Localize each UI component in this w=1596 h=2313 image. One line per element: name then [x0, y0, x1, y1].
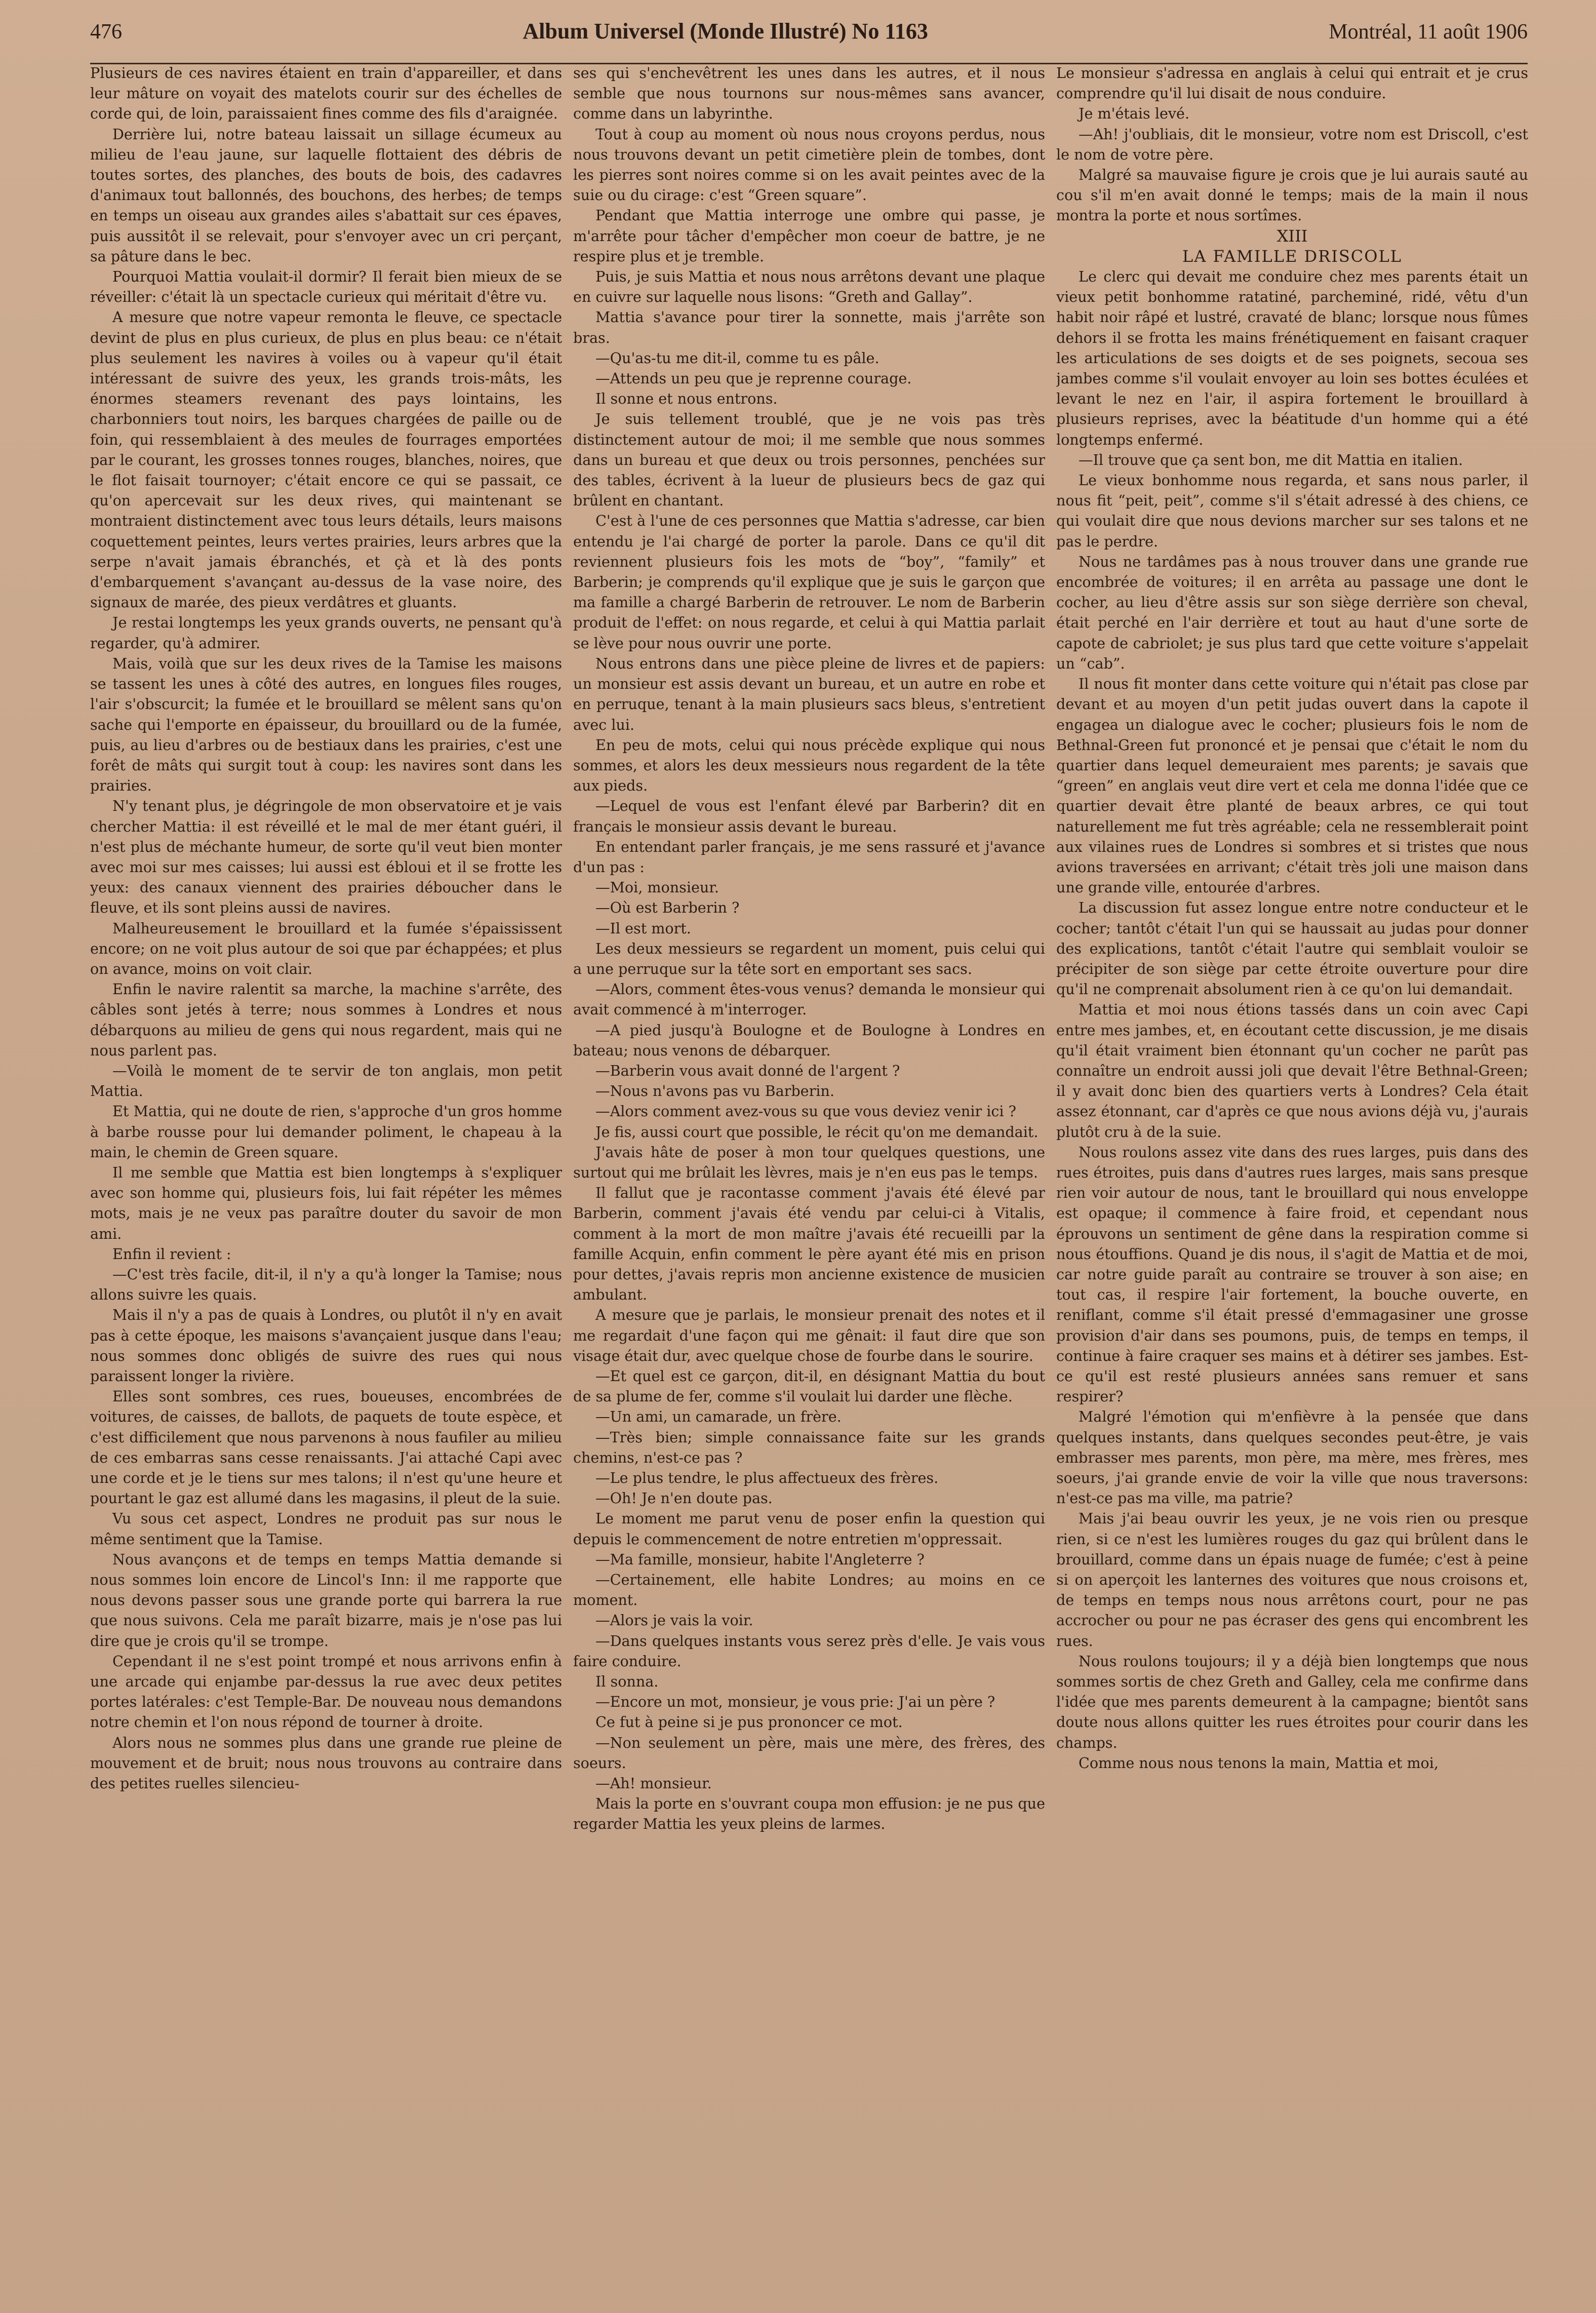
paragraph: En peu de mots, celui qui nous précède explique qui nous sommes, et alors les deux messieurs nous regardent de la tête aux pieds.	[573, 736, 1045, 795]
paragraph: Nous avançons et de temps en temps Mattia demande si nous sommes loin encore de Lincol's Inn: il me rapporte que nous devons passer sous une grande porte qui barrera la rue que nous suivons. Cela me paraît bizarre, mais je n'ose pas lui dire que je crois qu'il se trompe.	[90, 1550, 562, 1650]
paragraph: A mesure que notre vapeur remonta le fleuve, ce spectacle devint de plus en plus curieux, de plus en plus beau: ce n'était plus seulement les navires à voiles ou à vapeur qu'il était intéressant de suivre des yeux, les grands trois-mâts, les énormes steamers revenant des pays lointains, les charbonniers tout noirs, les barques chargées de paille ou de foin, qui ressemblaient à des meules de fourrages emportées par le courant, les grosses tonnes rouges, blanches, noires, que le flot faisait tournoyer; c'était encore ce qui se passait, ce qu'on apercevait sur les deux rives, qui maintenant se montraient distinctement avec tous leurs détails, leurs maisons coquettement peintes, leurs vertes prairies, leurs arbres que la serpe n'avait jamais ébranchés, et çà et là des ponts d'embarquement s'avançant au-dessus de la vase noire, des signaux de marée, des pieux verdâtres et gluants.	[90, 308, 562, 611]
paragraph: —Il trouve que ça sent bon, me dit Mattia en italien.	[1079, 451, 1463, 468]
paragraph: —Ah! j'oubliais, dit le monsieur, votre nom est Driscoll, c'est le nom de votre père.	[1056, 125, 1528, 163]
paragraph: Nous ne tardâmes pas à nous trouver dans une grande rue encombrée de voitures; il en arrêta au passage une dont le cocher, au lieu d'être assis sur son siège derrière son cheval, était perché en l'air derrière et tout au haut d'une sorte de capote de cabriolet; je sus plus tard que cette voiture s'appelait un “cab”.	[1056, 553, 1528, 672]
column-1	[90, 63, 562, 2301]
paragraph: Il me semble que Mattia est bien longtemps à s'expliquer avec son homme qui, plusieurs fois, lui fait répéter les mêmes mots, mais je ne veux pas paraître douter du savoir de mon ami.	[90, 1163, 562, 1242]
paragraph: Puis, je suis Mattia et nous nous arrêtons devant une plaque en cuivre sur laquelle nous lisons: “Greth and Gallay”.	[573, 268, 1045, 306]
paragraph: Mattia s'avance pour tirer la sonnette, mais j'arrête son bras.	[573, 308, 1045, 346]
paragraph: Et Mattia, qui ne doute de rien, s'approche d'un gros homme à barbe rousse pour lui demander poliment, le chapeau à la main, le chemin de Green square.	[90, 1103, 562, 1161]
paragraph: —Attends un peu que je reprenne courage.	[595, 370, 912, 387]
paragraph: —Nous n'avons pas vu Barberin.	[595, 1082, 834, 1100]
paragraph: —Voilà le moment de te servir de ton anglais, mon petit Mattia.	[90, 1062, 562, 1100]
paragraph: —Il est mort.	[595, 919, 691, 937]
paragraph: En entendant parler français, je me sens rassuré et j'avance d'un pas :	[573, 838, 1045, 876]
paragraph: —Dans quelques instants vous serez près d'elle. Je vais vous faire conduire.	[573, 1632, 1045, 1670]
paragraph: C'est à l'une de ces personnes que Mattia s'adresse, car bien entendu je l'ai chargé de porter la parole. Dans ce qu'il dit reviennent plusieurs fois les mots de “boy”, “family” et Barberin; je comprends qu'il explique que je suis le garçon que ma famille a chargé Barberin de retrouver. Le nom de Barberin produit de l'effet: on nous regarde, et celui à qui Mattia parlait se lève pour nous ouvrir une porte.	[573, 512, 1045, 652]
paragraph: ses qui s'enchevêtrent les unes dans les autres, et il nous semble que nous tournons sur nous-mêmes sans avancer, comme dans un labyrinthe.	[573, 64, 1045, 123]
paragraph: Mattia et moi nous étions tassés dans un coin avec Capi entre mes jambes, et, en écoutant cette discussion, je me disais qu'il était vraiment bien étonnant qu'un cocher ne parût pas connaître un endroit aussi joli que devait l'être Bethnal-Green; il y avait donc bien des quartiers verts à Londres? Cela était assez étonnant, car d'après ce que nous avions déjà vu, j'aurais plutôt cru à de la suie.	[1056, 1001, 1528, 1141]
paragraph: J'avais hâte de poser à mon tour quelques questions, une surtout qui me brûlait les lèvres, mais je n'en eus pas le temps.	[573, 1143, 1045, 1181]
paragraph: Alors nous ne sommes plus dans une grande rue pleine de mouvement et de bruit; nous nous trouvons au contraire dans des petites ruelles silencieu-	[90, 1734, 562, 1792]
chapter-title: LA FAMILLE DRISCOLL	[1182, 246, 1403, 266]
paragraph: Nous roulons toujours; il y a déjà bien longtemps que nous sommes sortis de chez Greth and Galley, cela me confirme dans l'idée que mes parents demeurent à la campagne; bientôt sans doute nous allons quitter les rues étroites pour courir dans les champs.	[1056, 1652, 1528, 1751]
paragraph: Ce fut à peine si je pus prononcer ce mot.	[595, 1713, 903, 1731]
paragraph: —Et quel est ce garçon, dit-il, en désignant Mattia du bout de sa plume de fer, comme s'il voulait lui darder une flèche.	[573, 1367, 1045, 1405]
paragraph: Plusieurs de ces navires étaient en train d'appareiller, et dans leur mâture on voyait des matelots courir sur des échelles de corde qui, de loin, paraissaient fines comme des fils d'araignée.	[90, 64, 562, 123]
paragraph: Pendant que Mattia interroge une ombre qui passe, je m'arrête pour tâcher d'empêcher mon coeur de battre, je ne respire plus et je tremble.	[573, 207, 1045, 265]
paragraph: —Le plus tendre, le plus affectueux des frères.	[595, 1469, 939, 1487]
paragraph: —Ah! monsieur.	[595, 1775, 712, 1792]
paragraph: —Qu'as-tu me dit-il, comme tu es pâle.	[595, 349, 880, 367]
paragraph: —Un ami, un camarade, un frère.	[595, 1408, 842, 1426]
paragraph: —A pied jusqu'à Boulogne et de Boulogne à Londres en bateau; nous venons de débarquer.	[573, 1021, 1045, 1059]
paragraph: Malheureusement le brouillard et la fumée s'épaississent encore; on ne voit plus autour de soi que par échappées; et plus on avance, moins on voit clair.	[90, 919, 562, 977]
paragraph: Malgré sa mauvaise figure je crois que je lui aurais sauté au cou s'il m'en avait donné le temps; mais de la main il nous montra la porte et nous sortîmes.	[1056, 166, 1528, 224]
paragraph: —Oh! Je n'en doute pas.	[595, 1489, 773, 1507]
paragraph: Mais, voilà que sur les deux rives de la Tamise les maisons se tassent les unes à côté des autres, en longues files rouges, l'air s'obscurcit; la fumée et le brouillard se mêlent sans qu'on sache qui l'emporte en épaisseur, du brouillard ou de la fumée, puis, au lieu d'arbres ou de bestiaux dans les prairies, c'est une forêt de mâts qui surgit tout à coup: les navires sont dans les prairies.	[90, 654, 562, 795]
paragraph: Tout à coup au moment où nous nous croyons perdus, nous nous trouvons devant un petit cimetière plein de tombes, dont les pierres sont noires comme si on les avait peintes avec de la suie ou du cirage: c'est “Green square”.	[573, 125, 1045, 204]
paragraph: Les deux messieurs se regardent un moment, puis celui qui a une perruque sur la tête sort en emportant ses sacs.	[573, 939, 1045, 977]
paragraph: —Où est Barberin ?	[595, 899, 740, 917]
paragraph: —C'est très facile, dit-il, il n'y a qu'à longer la Tamise; nous allons suivre les quais.	[90, 1265, 562, 1304]
paragraph: Je fis, aussi court que possible, le récit qu'on me demandait.	[595, 1123, 1039, 1141]
paragraph: Mais j'ai beau ouvrir les yeux, je ne vois rien ou presque rien, si ce n'est les lumières rouges du gaz qui brûlent dans le brouillard, comme dans un épais nuage de fumée; c'est à peine si on aperçoit les lanternes des voitures que nous croisons et, de temps en temps nous nous arrêtons court, pour ne pas accrocher ou pour ne pas écraser des gens qui encombrent les rues.	[1056, 1510, 1528, 1650]
paragraph: Je restai longtemps les yeux grands ouverts, ne pensant qu'à regarder, qu'à admirer.	[90, 614, 562, 652]
paragraph: —Très bien; simple connaissance faite sur les grands chemins, n'est-ce pas ?	[573, 1428, 1045, 1466]
paragraph: Je m'étais levé.	[1079, 105, 1190, 123]
paragraph: Il sonna.	[595, 1673, 659, 1691]
paragraph: Enfin le navire ralentit sa marche, la machine s'arrête, des câbles sont jetés à terre; nous sommes à Londres et nous débarquons au milieu de gens qui nous regardent, mais qui ne nous parlent pas.	[90, 981, 562, 1059]
paragraph: —Lequel de vous est l'enfant élevé par Barberin? dit en français le monsieur assis devant le bureau.	[573, 797, 1045, 835]
paragraph: —Non seulement un père, mais une mère, des frères, des soeurs.	[573, 1734, 1045, 1772]
page-header	[90, 18, 1528, 64]
publication-title: Album Universel (Monde Illustré) No 1163	[523, 19, 928, 44]
paragraph: Mais il n'y a pas de quais à Londres, ou plutôt il n'y en avait pas à cette époque, les maisons s'avançaient jusque dans l'eau; nous sommes donc obligés de suivre des rues qui nous paraissent longer la rivière.	[90, 1306, 562, 1385]
paragraph: —Barberin vous avait donné de l'argent ?	[595, 1062, 900, 1079]
paragraph: Comme nous nous tenons la main, Mattia et moi,	[1079, 1754, 1439, 1772]
paragraph: —Moi, monsieur.	[595, 879, 719, 896]
paragraph: Le clerc qui devait me conduire chez mes parents était un vieux petit bonhomme ratatiné, parcheminé, ridé, vêtu d'un habit noir râpé et lustré, cravaté de blanc; lorsque nous fûmes dehors il se frotta les mains frénétiquement en faisant craquer les articulations de ses doigts et de ses poignets, secoua ses jambes comme s'il voulait envoyer au loin ses bottes éculées et levant le nez en l'air, il aspira fortement le brouillard à plusieurs reprises, avec la béatitude d'un homme qui a été longtemps enfermé.	[1056, 268, 1528, 448]
paragraph: Cependant il ne s'est point trompé et nous arrivons enfin à une arcade qui enjambe par-dessus la rue avec deux petites portes latérales: c'est Temple-Bar. De nouveau nous demandons notre chemin et l'on nous répond de tourner à droite.	[90, 1652, 562, 1731]
paragraph: Nous roulons assez vite dans des rues larges, puis dans des rues étroites, puis dans d'autres rues larges, mais sans presque rien voir autour de nous, tant le brouillard qui nous enveloppe est opaque; il commence à faire froid, et cependant nous éprouvons un sentiment de gêne dans la respiration comme si nous étouffions. Quand je dis nous, il s'agit de Mattia et de moi, car notre guide paraît au contraire se trouver à son aise; en tout cas, il respire l'air fortement, la bouche ouverte, en reniflant, comme s'il était pressé d'emmagasiner une grosse provision d'air dans ses poumons, puis, de temps en temps, il continue à faire craquer ses mains et à détirer ses jambes. Est-ce qu'il est resté plusieurs années sans remuer et sans respirer?	[1056, 1143, 1528, 1405]
column-2	[573, 63, 1045, 2301]
paragraph: N'y tenant plus, je dégringole de mon observatoire et je vais chercher Mattia: il est réveillé et le mal de mer étant guéri, il n'est plus de méchante humeur, de sorte qu'il veut bien monter avec moi sur mes caisses; lui aussi est ébloui et il se frotte les yeux: des canaux viennent des prairies déboucher dans le fleuve, et ils sont pleins aussi de navires.	[90, 797, 562, 917]
page-number: 476	[90, 20, 122, 44]
paragraph: —Alors comment avez-vous su que vous deviez venir ici ?	[595, 1103, 1016, 1120]
paragraph: —Ma famille, monsieur, habite l'Angleterre ?	[595, 1550, 925, 1568]
paragraph: Nous entrons dans une pièce pleine de livres et de papiers: un monsieur est assis devant un bureau, et un autre en robe et en perruque, tenant à la main plusieurs sacs bleus, s'entretient avec lui.	[573, 654, 1045, 733]
paragraph: Le moment me parut venu de poser enfin la question qui depuis le commencement de notre entretien m'oppressait.	[573, 1510, 1045, 1548]
paragraph: Le vieux bonhomme nous regarda, et sans nous parler, il nous fit “peit, peit”, comme s'il s'était adressé à des chiens, ce qui voulait dire que nous devions marcher sur ses talons et ne pas le perdre.	[1056, 472, 1528, 550]
paragraph: Malgré l'émotion qui m'enfièvre à la pensée que dans quelques instants, dans quelques secondes peut-être, je vais embrasser mes parents, mon père, ma mère, mes frères, mes soeurs, j'ai grande envie de voir la ville que nous traversons: n'est-ce pas ma ville, ma patrie?	[1056, 1408, 1528, 1507]
paragraph: Il fallut que je racontasse comment j'avais été élevé par Barberin, comment j'avais été vendu par celui-ci à Vitalis, comment à la mort de mon maître j'avais été recueilli par la famille Acquin, enfin comment le père ayant été mis en prison pour dettes, j'avais repris mon ancienne existence de musicien ambulant.	[573, 1184, 1045, 1304]
paragraph: Le monsieur s'adressa en anglais à celui qui entrait et je crus comprendre qu'il lui disait de nous conduire.	[1056, 64, 1528, 102]
chapter-number: XIII	[1276, 226, 1308, 246]
paragraph: A mesure que je parlais, le monsieur prenait des notes et il me regardait d'une façon qui me gênait: il faut dire que son visage était dur, avec quelque chose de fourbe dans le sourire.	[573, 1306, 1045, 1364]
paragraph: —Encore un mot, monsieur, je vous prie: J'ai un père ?	[595, 1693, 995, 1711]
paragraph: —Certainement, elle habite Londres; au moins en ce moment.	[573, 1571, 1045, 1609]
paragraph: Pourquoi Mattia voulait-il dormir? Il ferait bien mieux de se réveiller: c'était là un spectacle curieux qui méritait d'être vu.	[90, 268, 562, 306]
paragraph: —Alors, comment êtes-vous venus? demanda le monsieur qui avait commencé à m'interroger.	[573, 981, 1045, 1018]
paragraph: Mais la porte en s'ouvrant coupa mon effusion: je ne pus que regarder Mattia les yeux pleins de larmes.	[573, 1795, 1045, 1833]
paragraph: Elles sont sombres, ces rues, boueuses, encombrées de voitures, de caisses, de ballots, de paquets de toute espèce, et c'est difficilement que nous parvenons à nous faufiler au milieu de ces embarras sans cesse renaissants. J'ai attaché Capi avec une corde et je le tiens sur mes talons; il n'est qu'une heure et pourtant le gaz est allumé dans les magasins, il pleut de la suie.	[90, 1388, 562, 1507]
paragraph: Derrière lui, notre bateau laissait un sillage écumeux au milieu de l'eau jaune, sur laquelle flottaient des débris de toutes sortes, des planches, des bouts de bois, des cadavres d'animaux tout ballonnés, des bouchons, des herbes; de temps en temps un oiseau aux grandes ailes s'abattait sur ces épaves, puis aussitôt il se relevait, pour s'envoyer avec un cri perçant, sa pâture dans le bec.	[90, 125, 562, 265]
paragraph: Je suis tellement troublé, que je ne vois pas très distinctement autour de moi; il me semble que nous sommes dans un bureau et que deux ou trois personnes, penchées sur des tables, écrivent à la lueur de plusieurs becs de gaz qui brûlent en chantant.	[573, 410, 1045, 509]
paragraph: —Alors je vais la voir.	[595, 1612, 753, 1629]
column-3	[1056, 63, 1528, 2301]
column-3-before	[1056, 63, 1528, 226]
paragraph: Il sonne et nous entrons.	[595, 390, 778, 408]
paragraph: Il nous fit monter dans cette voiture qui n'était pas close par devant et au moyen d'un petit judas ouvert dans la capote il engagea un dialogue avec le cocher; plusieurs fois le nom de Bethnal-Green fut prononcé et je pensai que c'était le nom du quartier dans lequel demeuraient mes parents; je savais que “green” en anglais veut dire vert et cela me donna l'idée que ce quartier devait être planté de beaux arbres, ce qui tout naturellement me fut très agréable; cela ne ressemblerait point aux vilaines rues de Londres si sombres et si tristes que nous avions traversées en arrivant; c'était très joli une maison dans une grande ville, entourée d'arbres.	[1056, 675, 1528, 896]
column-3-after	[1056, 266, 1528, 1773]
paragraph: Enfin il revient :	[112, 1245, 231, 1263]
text-columns	[90, 63, 1529, 2301]
place-date: Montréal, 11 août 1906	[1329, 20, 1528, 44]
paragraph: Vu sous cet aspect, Londres ne produit pas sur nous le même sentiment que la Tamise.	[90, 1510, 562, 1548]
paragraph: La discussion fut assez longue entre notre conducteur et le cocher; tantôt c'était l'un qui se haussait au judas pour donner des explications, tantôt c'était l'autre qui semblait vouloir se précipiter de son siège par cette étroite ouverture pour dire qu'il ne comprenait absolument rien à ce qu'on lui demandait.	[1056, 899, 1528, 998]
